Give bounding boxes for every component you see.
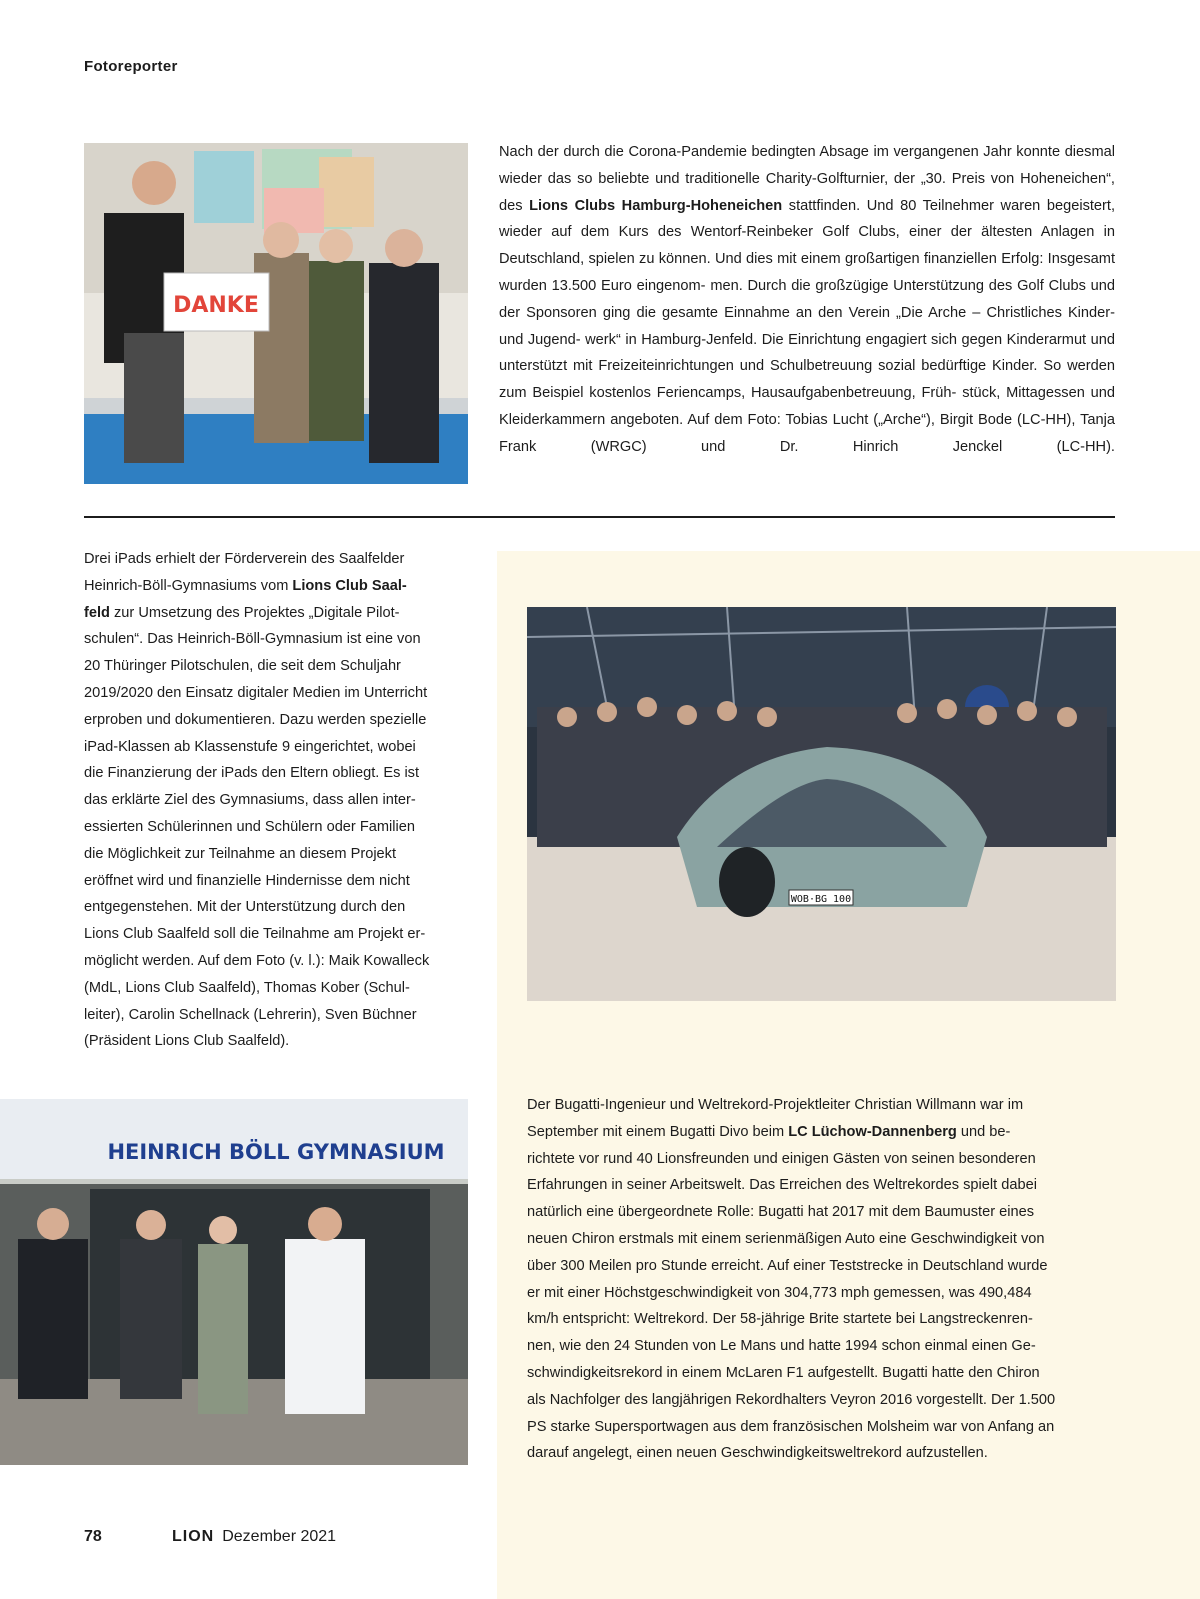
article2-text: Drei iPads erhielt der Förderverein des Saalfelder Heinrich-Böll-Gymnasiums vom Lions Club Saal- feld zur Umsetzung des Projektes „Digitale Pilot- schulen“. Das Heinrich-Böll-Gymnasium ist eine von 20 Thüringer Pilotschulen, die seit dem Schuljahr 2019/2020 den Einsatz digitaler Medien im Unterricht erproben und dokumentieren. Dazu werden spezielle iPad-Klassen ab Klassenstufe 9 eingerichtet, wobei die Finanzierung der iPads den Eltern obliegt. Es ist das erklärte Ziel des Gymnasiums, dass allen inter- essierten Schülerinnen und Schülern oder Familien die Möglichkeit zur Teilnahme an diesem Projekt eröffnet wird und finanzielle Hindernisse dem nicht entgegenstehen. Mit der Unterstützung durch den Lions Club Saalfeld soll die Teilnahme am Projekt er- möglicht werden. Auf dem Foto (v. l.): Maik Kowalleck (MdL, Lions Club Saalfeld), Thomas Kober (Schul- leiter), Carolin Schellnack (Lehrerin), Sven Büchner (Präsident Lions Club Saalfeld). [84,551,430,1050]
photo-danke-group [84,143,468,484]
issue-date: Dezember 2021 [222,1528,337,1545]
danke-sign: DANKE [173,293,259,318]
school-sign: HEINRICH BÖLL GYMNASIUM [107,1140,445,1164]
article1-text: Nach der durch die Corona-Pandemie bedingten Absage im vergangenen Jahr konnte diesmal wieder das so beliebte und traditionelle Charity-Golfturnier, der „30. Preis von Hoheneichen“, des Lions Clubs Hamburg-Hoheneichen stattfinden. Und 80 Teilnehmer waren begeistert, wieder auf dem Kurs des Wentorf-Reinbeker Golf Clubs, einer der ältesten Anlagen in Deutschland, spielen zu können. Und dies mit einem großartigen finanziellen Erfolg: Insgesamt wurden 13.500 Euro eingenom- men. Durch die großzügige Unterstützung des Golf Clubs und der Sponsoren ging die gesamte Einnahme an den Verein „Die Arche – Christliches Kinder- und Jugend- werk“ in Hamburg-Jenfeld. Die Einrichtung engagiert sich gegen Kinderarmut und unterstützt mit Freizeiteinrichtungen und Schulbetreuung sozial bedürftige Kinder. So werden zum Beispiel kostenlos Feriencamps, Hausaufgabenbetreuung, Früh- stück, Mittagessen und Kleiderkammern angeboten. Auf dem Foto: Tobias Lucht („Arche“), Birgit Bode (LC-HH), Tanja Frank (WRGC) und Dr. Hinrich Jenckel (LC-HH). [499,144,1116,455]
photo-gymnasium-group [0,1099,468,1465]
photo-bugatti-group [527,607,1116,1001]
article3-text: Der Bugatti-Ingenieur und Weltrekord-Projektleiter Christian Willmann war im September mit einem Bugatti Divo beim LC Lüchow-Dannenberg und be- richtete vor rund 40 Lionsfreunden und einigen Gästen von seinen besonderen Erfahrungen in seiner Arbeitswelt. Das Erreichen des Weltrekordes spielt dabei natürlich eine übergeordnete Rolle: Bugatti hat 2017 mit dem Baumuster eines neuen Chiron erstmals mit einem serienmäßigen Auto eine Geschwindigkeit von über 300 Meilen pro Stunde erreicht. Auf einer Teststrecke in Deutschland wurde er mit einer Höchstgeschwindigkeit von 304,773 mph gemessen, was 490,484 km/h entspricht: Weltrekord. Der 58-jährige Brite startete bei Langstreckenren- nen, wie den 24 Stunden von Le Mans und hatte 1994 schon einmal einen Ge- schwindigkeitsrekord in einem McLaren F1 aufgestellt. Bugatti hatte den Chiron als Nachfolger des langjährigen Rekordhalters Veyron 2016 vorgestellt. Der 1.500 PS starke Supersportwagen aus dem französischen Molsheim war von Anfang an darauf angelegt, einen neuen Geschwindigkeitsweltrekord aufzustellen. [527,1097,1056,1462]
page-footer [84,1528,336,1546]
section-label: Fotoreporter [84,58,178,75]
page-number: 78 [84,1528,102,1545]
section-divider [84,516,1115,518]
license-plate: WOB·BG 100 [790,894,852,905]
magazine-name: LION [172,1528,215,1545]
